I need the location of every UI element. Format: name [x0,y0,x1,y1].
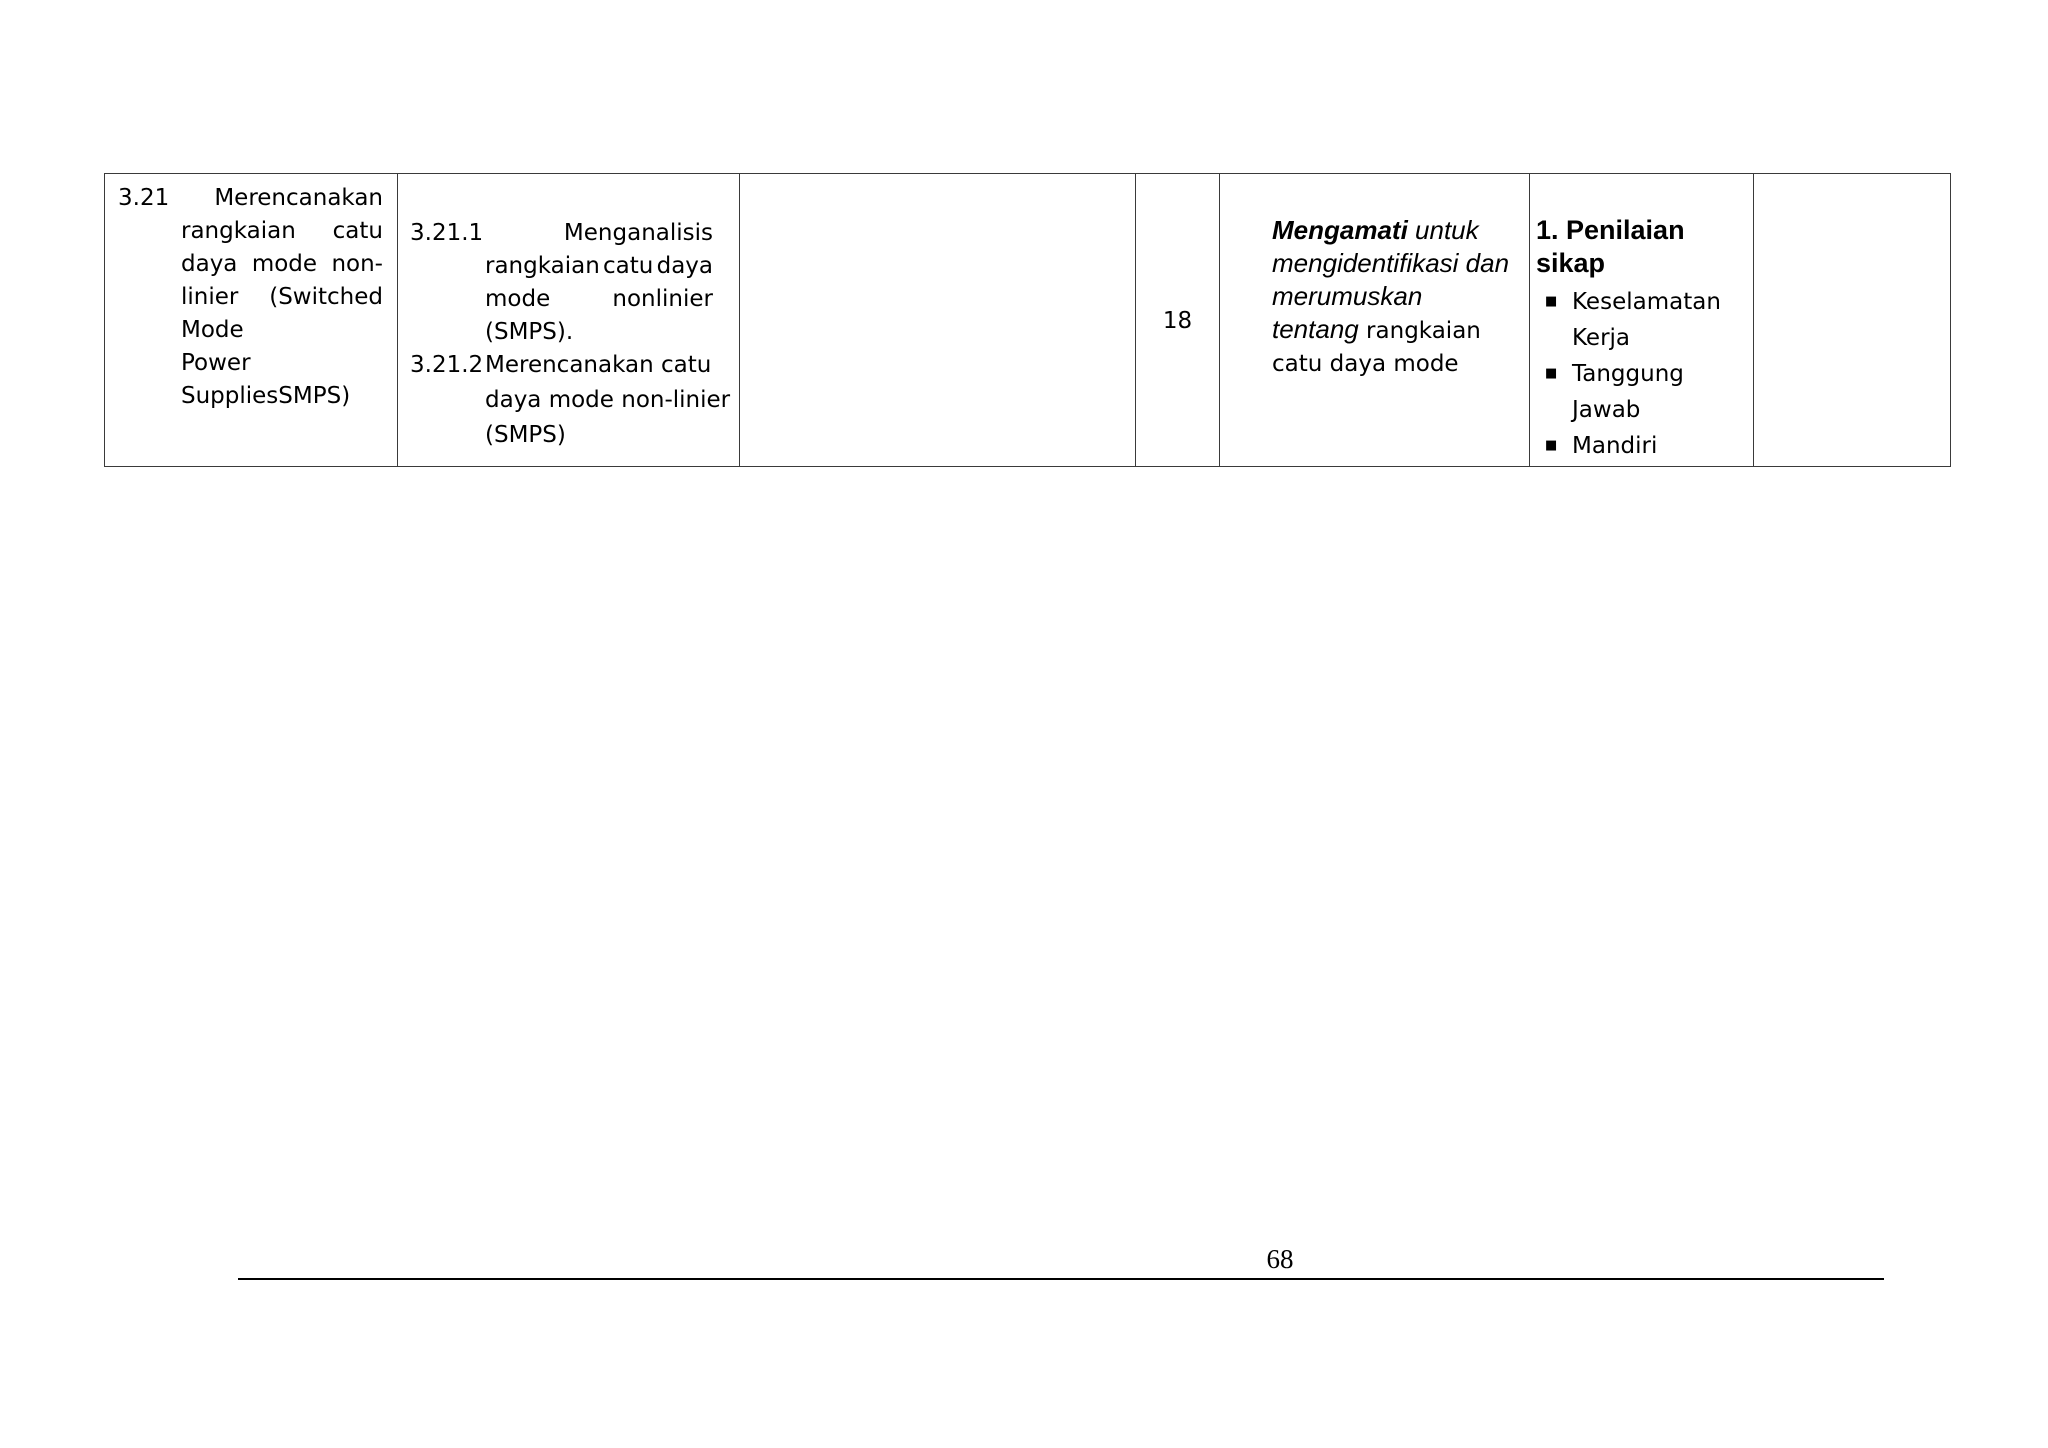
indicator-word: mode [485,286,551,312]
activity-line [1272,313,1532,346]
list-item-line: Keselamatan [1572,289,1721,315]
square-bullet-icon: ■ [1545,294,1558,309]
competency-word: non- [331,251,383,277]
assessment-list [1536,284,1751,464]
indicator-text [485,217,713,349]
competency-line [181,248,383,281]
indicator-item [410,349,740,452]
indicator-line: Menganalisis [563,220,713,246]
assessment-heading-line: sikap [1536,248,1606,278]
indicator-line: (SMPS). [485,319,574,345]
activity-italic: untuk [1407,215,1479,245]
competency-cell [105,174,398,467]
time-allocation: 18 [1162,308,1193,334]
activity-line: catu daya mode [1272,351,1459,377]
square-bullet-icon: ■ [1545,438,1558,453]
indicator-word: rangkaian [485,253,600,279]
indicator-line [485,283,713,316]
competency-text [181,182,383,413]
list-item-text [1572,284,1721,356]
assessment-cell [1530,174,1754,467]
list-item-line: Jawab [1572,397,1641,423]
list-item [1536,284,1751,356]
competency-word: rangkaian [181,218,296,244]
competency-word: (Switched [269,284,383,310]
competency-word: catu [332,218,383,244]
competency-line: Mode [181,317,244,343]
activity-line: mengidentifikasi dan [1272,248,1510,278]
indicator-line: Merencanakan catu [485,352,712,378]
competency-line: Merencanakan [214,185,383,211]
activity-keyword: Mengamati [1272,215,1408,245]
indicator-word: catu [603,253,654,279]
indicator-line: daya mode non-linier [485,387,731,413]
footer-divider [238,1278,1884,1280]
activity-italic: tentang [1272,314,1359,344]
competency-word: mode [251,251,318,277]
indicator-word: nonlinier [612,286,713,312]
indicator-number: 3.21.2 [410,352,484,378]
activity-line: merumuskan [1272,281,1423,311]
indicator-line: (SMPS) [485,422,566,448]
material-cell [740,174,1136,467]
indicators-cell [398,174,740,467]
list-item-text [1572,428,1657,464]
indicator-word: daya [656,253,713,279]
time-cell [1136,174,1220,467]
list-item-line: Kerja [1572,325,1631,351]
activity-cell [1220,174,1530,467]
table-row [105,174,1951,467]
activity-line [1272,214,1532,247]
indicator-line [485,250,713,283]
indicator-list [410,217,740,452]
list-item-text [1572,356,1684,428]
competency-line [181,215,383,248]
notes-cell [1754,174,1951,467]
list-item-line: Mandiri [1572,433,1658,459]
competency-line [181,281,383,314]
activity-text [1272,214,1532,379]
activity-regular: rangkaian [1358,318,1481,344]
list-item-line: Tanggung [1572,361,1684,387]
list-item [1536,428,1751,464]
square-bullet-icon: ■ [1545,366,1558,381]
indicator-number: 3.21.1 [410,220,484,246]
indicator-text [485,349,740,452]
indicator-item [410,217,740,349]
competency-word: linier [181,284,239,310]
competency-word: daya [181,251,238,277]
competency-line: SuppliesSMPS) [181,383,351,409]
list-item [1536,356,1751,428]
competency-number: 3.21 [118,185,170,211]
assessment-heading [1536,214,1751,280]
syllabus-table [104,173,1951,467]
assessment-block [1536,214,1751,464]
page-number: 68 [1266,1244,1294,1274]
assessment-heading-line: 1. Penilaian [1536,215,1685,245]
competency-line: Power [181,350,251,376]
